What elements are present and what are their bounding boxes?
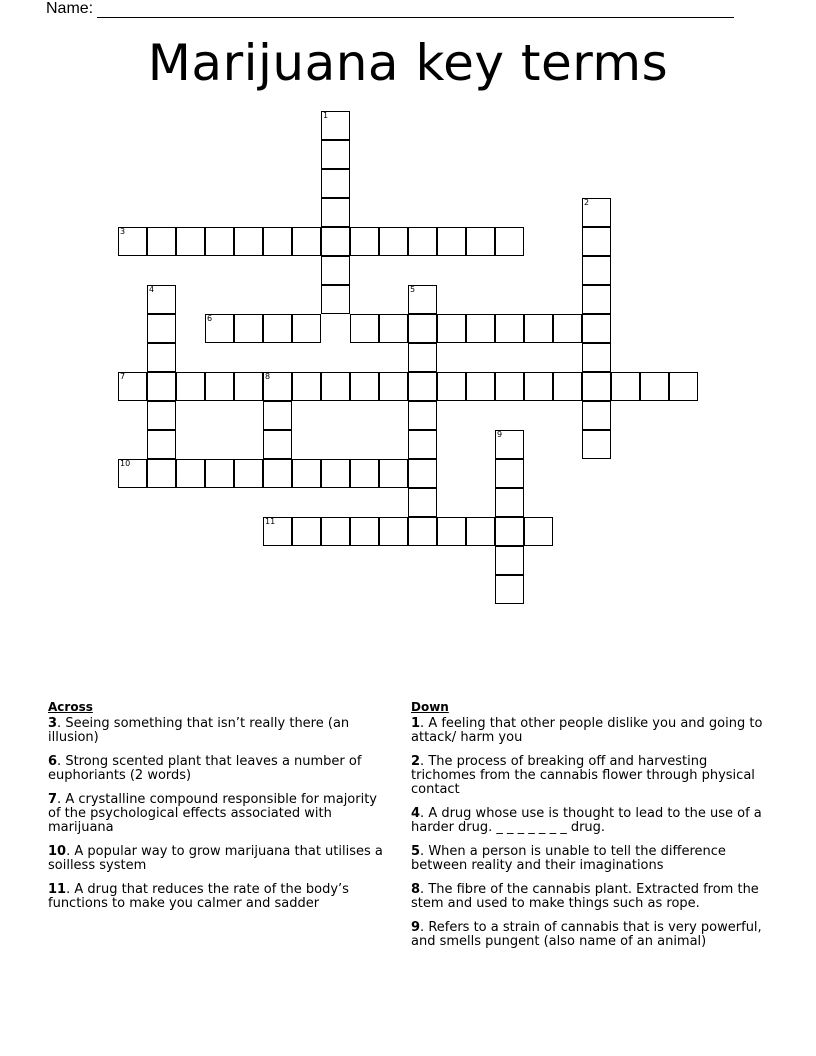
cell-number: 11 bbox=[265, 517, 276, 526]
grid-cell-border bbox=[524, 517, 553, 546]
grid-cell-border bbox=[147, 372, 176, 401]
grid-cell[interactable] bbox=[524, 372, 553, 401]
grid-cell-border bbox=[321, 285, 350, 314]
clue-text: A feeling that other people dislike you and going to attack/ harm you bbox=[411, 716, 763, 745]
grid-cell[interactable] bbox=[437, 517, 466, 546]
grid-cell[interactable] bbox=[147, 314, 176, 343]
grid-cell[interactable] bbox=[582, 430, 611, 459]
grid-cell[interactable] bbox=[147, 401, 176, 430]
across-clue-3: 3. Seeing something that isn’t really there (an illusion) bbox=[48, 716, 350, 745]
down-clue-4: 4. A drug whose use is thought to lead to the use of a harder drug. _ _ _ _ _ _ _ drug. bbox=[411, 806, 762, 835]
grid-cell-border bbox=[234, 227, 263, 256]
grid-cell[interactable] bbox=[495, 430, 524, 459]
grid-cell[interactable] bbox=[466, 372, 495, 401]
grid-cell-border bbox=[350, 372, 379, 401]
down-clue-1: 1. A feeling that other people dislike you and going to attack/ harm you bbox=[411, 716, 763, 745]
clue-number: 11 bbox=[48, 882, 67, 897]
grid-cell-border bbox=[408, 314, 437, 343]
grid-cell-border bbox=[408, 459, 437, 488]
grid-cell-border bbox=[582, 285, 611, 314]
grid-cell-border bbox=[147, 459, 176, 488]
grid-cell[interactable] bbox=[408, 285, 437, 314]
clue-text: Strong scented plant that leaves a number of euphoriants (2 words) bbox=[48, 754, 362, 783]
grid-cell-border bbox=[321, 459, 350, 488]
clue-number: 5 bbox=[411, 844, 421, 859]
grid-cell[interactable] bbox=[350, 517, 379, 546]
clue-text: The process of breaking off and harvesting trichomes from the cannabis flower through physical contact bbox=[411, 754, 755, 797]
grid-cell[interactable] bbox=[466, 227, 495, 256]
grid-cell[interactable] bbox=[408, 343, 437, 372]
clue-text: A crystalline compound responsible for majority of the psychological effects associated with marijuana bbox=[48, 792, 378, 835]
grid-cell[interactable] bbox=[408, 314, 437, 343]
grid-cell[interactable] bbox=[379, 227, 408, 256]
clue-text: Seeing something that isn’t really there (an illusion) bbox=[48, 716, 350, 745]
grid-cell[interactable] bbox=[321, 227, 350, 256]
grid-cell-border bbox=[611, 372, 640, 401]
grid-cell[interactable] bbox=[495, 314, 524, 343]
grid-cell-border bbox=[495, 314, 524, 343]
grid-cell-border bbox=[350, 227, 379, 256]
grid-cell-border bbox=[176, 227, 205, 256]
clue-text: A drug that reduces the rate of the body’s functions to make you calmer and sadder bbox=[48, 882, 349, 911]
grid-cell-border bbox=[292, 372, 321, 401]
grid-cell[interactable] bbox=[495, 517, 524, 546]
name-label: Name: bbox=[46, 0, 94, 17]
grid-cell[interactable] bbox=[234, 459, 263, 488]
grid-cell[interactable] bbox=[176, 459, 205, 488]
grid-cell-border bbox=[321, 517, 350, 546]
grid-cell[interactable] bbox=[582, 285, 611, 314]
grid-cell[interactable] bbox=[176, 227, 205, 256]
grid-cell[interactable] bbox=[292, 314, 321, 343]
grid-cell[interactable] bbox=[263, 227, 292, 256]
grid-cell-border bbox=[205, 372, 234, 401]
grid-cell[interactable] bbox=[495, 372, 524, 401]
across-clue-7: 7. A crystalline compound responsible for majority of the psychological effects associated with marijuana bbox=[48, 792, 378, 835]
grid-cell-border bbox=[350, 517, 379, 546]
grid-cell-border bbox=[640, 372, 669, 401]
grid-cell[interactable] bbox=[437, 314, 466, 343]
grid-cell-border bbox=[553, 314, 582, 343]
grid-cell[interactable] bbox=[205, 372, 234, 401]
grid-cell-border bbox=[350, 314, 379, 343]
grid-cell[interactable] bbox=[379, 459, 408, 488]
grid-cell[interactable] bbox=[582, 227, 611, 256]
grid-cell[interactable] bbox=[263, 430, 292, 459]
grid-cell[interactable] bbox=[321, 459, 350, 488]
grid-cell-border bbox=[553, 372, 582, 401]
grid-cell-border bbox=[321, 256, 350, 285]
grid-cell[interactable] bbox=[350, 459, 379, 488]
grid-cell[interactable] bbox=[466, 314, 495, 343]
grid-cell[interactable] bbox=[408, 488, 437, 517]
grid-cell[interactable] bbox=[495, 459, 524, 488]
grid-cell[interactable] bbox=[234, 314, 263, 343]
grid-cell-border bbox=[263, 314, 292, 343]
grid-cell-border bbox=[147, 401, 176, 430]
grid-cell-border bbox=[669, 372, 698, 401]
grid-cell-border bbox=[495, 517, 524, 546]
grid-cell[interactable] bbox=[234, 227, 263, 256]
grid-cell-border bbox=[263, 430, 292, 459]
clue-number: 1 bbox=[411, 716, 421, 731]
cell-number: 9 bbox=[497, 430, 503, 439]
down-clue-2: 2. The process of breaking off and harvesting trichomes from the cannabis flower through physical contact bbox=[411, 754, 755, 797]
grid-cell[interactable] bbox=[437, 227, 466, 256]
grid-cell[interactable] bbox=[408, 372, 437, 401]
grid-cell-border bbox=[234, 459, 263, 488]
grid-cell[interactable] bbox=[495, 575, 524, 604]
clue-text: The fibre of the cannabis plant. Extracted from the stem and used to make things such as rope. bbox=[411, 882, 759, 911]
grid-cell-border bbox=[321, 372, 350, 401]
grid-cell-border bbox=[379, 314, 408, 343]
across-heading: Across bbox=[48, 700, 93, 714]
grid-cell-border bbox=[176, 372, 205, 401]
grid-cell-border bbox=[234, 372, 263, 401]
clue-text: A popular way to grow marijuana that utilises a soilless system bbox=[48, 844, 383, 873]
grid-cell[interactable] bbox=[292, 459, 321, 488]
cell-number: 7 bbox=[120, 372, 126, 381]
grid-cell[interactable] bbox=[408, 227, 437, 256]
cell-number: 2 bbox=[584, 198, 590, 207]
grid-cell[interactable] bbox=[437, 372, 466, 401]
clue-number: 4 bbox=[411, 806, 421, 821]
cell-number: 8 bbox=[265, 372, 271, 381]
grid-cell[interactable] bbox=[408, 430, 437, 459]
grid-cell[interactable] bbox=[118, 227, 147, 256]
grid-cell-border bbox=[408, 488, 437, 517]
grid-cell-border bbox=[582, 430, 611, 459]
grid-cell[interactable] bbox=[263, 517, 292, 546]
grid-cell-border bbox=[321, 169, 350, 198]
grid-cell[interactable] bbox=[495, 227, 524, 256]
grid-cell[interactable] bbox=[524, 314, 553, 343]
grid-cell-border bbox=[437, 372, 466, 401]
grid-cell[interactable] bbox=[321, 111, 350, 140]
grid-cell-border bbox=[524, 314, 553, 343]
grid-cell-border bbox=[379, 459, 408, 488]
grid-cell-border bbox=[466, 372, 495, 401]
across-clue-11: 11. A drug that reduces the rate of the body’s functions to make you calmer and sadder bbox=[48, 882, 349, 911]
grid-cell-border bbox=[263, 227, 292, 256]
grid-cell-border bbox=[408, 372, 437, 401]
grid-cell-border bbox=[379, 227, 408, 256]
grid-cell-border bbox=[437, 227, 466, 256]
grid-cell[interactable] bbox=[495, 546, 524, 575]
grid-cell-border bbox=[205, 459, 234, 488]
grid-cell-border bbox=[321, 227, 350, 256]
clue-number: 10 bbox=[48, 844, 67, 859]
grid-cell[interactable] bbox=[263, 372, 292, 401]
grid-cell-border bbox=[582, 343, 611, 372]
grid-cell-border bbox=[408, 430, 437, 459]
grid-cell-border bbox=[147, 227, 176, 256]
grid-cell[interactable] bbox=[524, 517, 553, 546]
grid-cell-border bbox=[408, 517, 437, 546]
grid-cell[interactable] bbox=[582, 343, 611, 372]
grid-cell-border bbox=[582, 314, 611, 343]
grid-cell[interactable] bbox=[321, 256, 350, 285]
grid-cell-border bbox=[205, 227, 234, 256]
grid-cell[interactable] bbox=[408, 401, 437, 430]
grid-cell-border bbox=[495, 227, 524, 256]
grid-cell-border bbox=[321, 140, 350, 169]
clue-number: 2 bbox=[411, 754, 421, 769]
grid-cell[interactable] bbox=[553, 314, 582, 343]
clue-number: 6 bbox=[48, 754, 58, 769]
grid-cell[interactable] bbox=[640, 372, 669, 401]
grid-cell[interactable] bbox=[147, 227, 176, 256]
grid-cell[interactable] bbox=[408, 459, 437, 488]
page-title: Marijuana key terms bbox=[147, 34, 669, 92]
grid-cell-border bbox=[147, 314, 176, 343]
grid-cell-border bbox=[495, 372, 524, 401]
grid-cell[interactable] bbox=[582, 256, 611, 285]
grid-cell-border bbox=[147, 343, 176, 372]
grid-cell-border bbox=[466, 314, 495, 343]
grid-cell-border bbox=[466, 227, 495, 256]
grid-cell[interactable] bbox=[379, 517, 408, 546]
grid-cell-border bbox=[437, 517, 466, 546]
grid-cell-border bbox=[408, 343, 437, 372]
cell-number: 1 bbox=[323, 111, 329, 120]
grid-cell-border bbox=[234, 314, 263, 343]
grid-cell-border bbox=[379, 517, 408, 546]
grid-cell[interactable] bbox=[205, 314, 234, 343]
down-heading: Down bbox=[411, 700, 449, 714]
grid-cell-border bbox=[495, 459, 524, 488]
grid-cell[interactable] bbox=[582, 198, 611, 227]
down-clue-9: 9. Refers to a strain of cannabis that is very powerful, and smells pungent (also name of an animal) bbox=[411, 920, 762, 949]
grid-cell[interactable] bbox=[263, 401, 292, 430]
cell-number: 5 bbox=[410, 285, 416, 294]
grid-cell[interactable] bbox=[147, 430, 176, 459]
grid-cell[interactable] bbox=[408, 517, 437, 546]
clue-number: 7 bbox=[48, 792, 58, 807]
grid-cell-border bbox=[582, 227, 611, 256]
grid-cell-border bbox=[350, 459, 379, 488]
grid-cell[interactable] bbox=[669, 372, 698, 401]
grid-cell[interactable] bbox=[118, 459, 147, 488]
grid-cell[interactable] bbox=[147, 459, 176, 488]
grid-cell[interactable] bbox=[466, 517, 495, 546]
grid-cell[interactable] bbox=[118, 372, 147, 401]
clue-number: 8 bbox=[411, 882, 421, 897]
grid-cell-border bbox=[176, 459, 205, 488]
grid-cell-border bbox=[408, 401, 437, 430]
clue-number: 3 bbox=[48, 716, 58, 731]
grid-cell-border bbox=[263, 459, 292, 488]
grid-cell[interactable] bbox=[321, 517, 350, 546]
grid-cell[interactable] bbox=[379, 314, 408, 343]
grid-cell[interactable] bbox=[582, 372, 611, 401]
grid-cell[interactable] bbox=[350, 314, 379, 343]
clue-number: 9 bbox=[411, 920, 421, 935]
grid-cell-border bbox=[466, 517, 495, 546]
down-clues bbox=[411, 700, 771, 959]
grid-cell[interactable] bbox=[205, 227, 234, 256]
grid-cell-border bbox=[582, 256, 611, 285]
across-clue-6: 6. Strong scented plant that leaves a number of euphoriants (2 words) bbox=[48, 754, 362, 783]
grid-cell[interactable] bbox=[321, 169, 350, 198]
grid-cell[interactable] bbox=[582, 401, 611, 430]
grid-cell[interactable] bbox=[147, 285, 176, 314]
clue-text: Refers to a strain of cannabis that is very powerful, and smells pungent (also name of an animal) bbox=[411, 920, 762, 949]
grid-cell-border bbox=[495, 546, 524, 575]
grid-cell-border bbox=[292, 314, 321, 343]
grid-cell[interactable] bbox=[292, 372, 321, 401]
grid-cell-border bbox=[321, 198, 350, 227]
grid-cell[interactable] bbox=[379, 372, 408, 401]
grid-cell-border bbox=[379, 372, 408, 401]
grid-cell[interactable] bbox=[321, 198, 350, 227]
grid-cell[interactable] bbox=[147, 372, 176, 401]
grid-cell[interactable] bbox=[582, 314, 611, 343]
grid-cell[interactable] bbox=[292, 227, 321, 256]
cell-number: 3 bbox=[120, 227, 126, 236]
clue-text: When a person is unable to tell the difference between reality and their imaginations bbox=[411, 844, 726, 873]
cell-number: 6 bbox=[207, 314, 213, 323]
cell-number: 10 bbox=[120, 459, 131, 468]
grid-cell[interactable] bbox=[495, 488, 524, 517]
grid-cell[interactable] bbox=[611, 372, 640, 401]
grid-cell[interactable] bbox=[350, 227, 379, 256]
grid-cell-border bbox=[524, 372, 553, 401]
grid-cell[interactable] bbox=[292, 517, 321, 546]
grid-cell[interactable] bbox=[350, 372, 379, 401]
down-clue-8: 8. The fibre of the cannabis plant. Extracted from the stem and used to make things such as rope. bbox=[411, 882, 759, 911]
grid-cell[interactable] bbox=[263, 459, 292, 488]
grid-cell-border bbox=[437, 314, 466, 343]
grid-cell[interactable] bbox=[147, 343, 176, 372]
grid-cell[interactable] bbox=[553, 372, 582, 401]
grid-cell-border bbox=[292, 517, 321, 546]
grid-cell[interactable] bbox=[321, 372, 350, 401]
grid-cell-border bbox=[408, 227, 437, 256]
grid-cell-border bbox=[263, 401, 292, 430]
grid-cell[interactable] bbox=[176, 372, 205, 401]
grid-cell-border bbox=[147, 430, 176, 459]
grid-cell-border bbox=[495, 575, 524, 604]
clue-text: A drug whose use is thought to lead to the use of a harder drug. _ _ _ _ _ _ _ drug. bbox=[411, 806, 762, 835]
grid-cell-border bbox=[495, 488, 524, 517]
grid-cell-border bbox=[582, 372, 611, 401]
down-clue-5: 5. When a person is unable to tell the difference between reality and their imaginations bbox=[411, 844, 726, 873]
grid-cell[interactable] bbox=[234, 372, 263, 401]
grid-cell-border bbox=[582, 401, 611, 430]
grid-cell[interactable] bbox=[321, 140, 350, 169]
across-clue-10: 10. A popular way to grow marijuana that utilises a soilless system bbox=[48, 844, 383, 873]
across-clues bbox=[48, 700, 393, 921]
grid-cell[interactable] bbox=[263, 314, 292, 343]
grid-cell[interactable] bbox=[321, 285, 350, 314]
cell-number: 4 bbox=[149, 285, 155, 294]
grid-cell-border bbox=[292, 459, 321, 488]
grid-cell-border bbox=[292, 227, 321, 256]
grid-cell[interactable] bbox=[205, 459, 234, 488]
